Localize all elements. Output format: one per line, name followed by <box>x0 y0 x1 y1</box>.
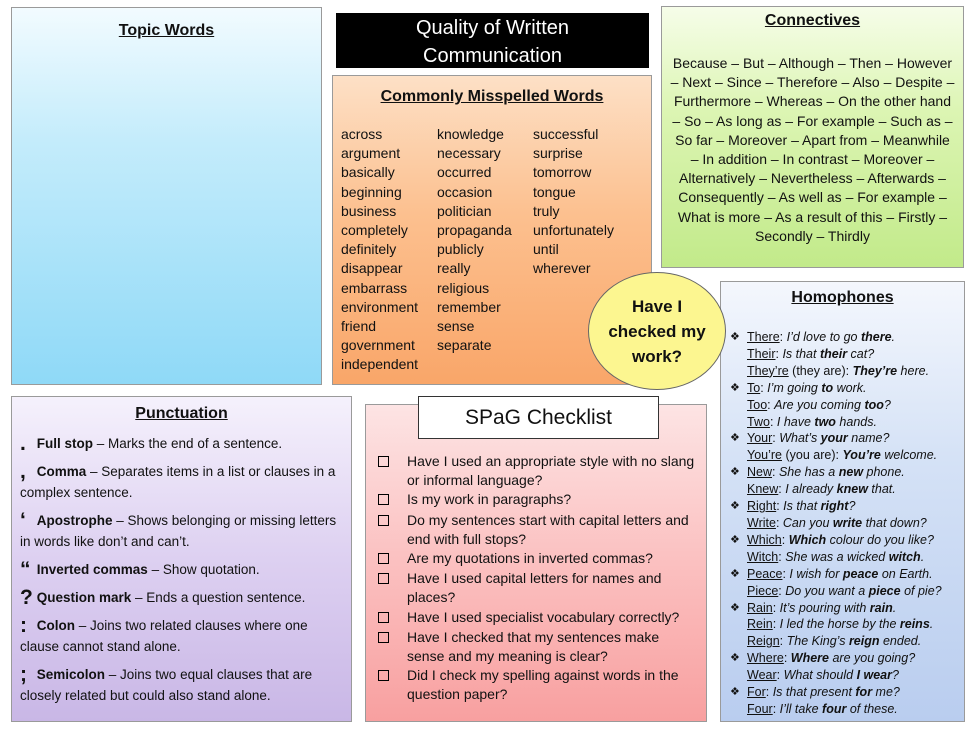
homophone-word: Two <box>747 414 770 429</box>
sentence-key-word: right <box>820 499 849 514</box>
homophone-word: Their <box>747 346 776 361</box>
homophone-item <box>730 498 964 515</box>
homophone-sentence <box>773 685 900 699</box>
homophone-sentence <box>767 381 866 395</box>
punctuation-name: Inverted commas <box>36 562 148 577</box>
homophone-sentence <box>783 499 855 513</box>
connectives-text: Because – But – Although – Then – However – Next – Since – Therefore – Also – Despite – Furthermore – Whereas – On the other hand – So – As long as – For example – Such as – So far – Moreover – Apart from – Meanwhile – In addition – In contrast – Moreover – Alternatively – Nevertheless – Afterwards – Consequently – As well as – For example – What is more – As a result of this – Firstly – Secondly – Thirdly <box>670 55 955 244</box>
sentence-key-word: write <box>832 515 863 530</box>
sentence-post: me? <box>872 685 900 700</box>
sentence-post: . <box>892 600 897 615</box>
word-column <box>341 125 437 375</box>
homophone-sentence <box>783 516 927 530</box>
checkbox-square <box>378 612 389 623</box>
misspelled-word: business <box>341 202 397 219</box>
punctuation-symbol: “ <box>20 558 31 581</box>
misspelled-word: disappear <box>341 260 403 277</box>
misspelled-word: truly <box>533 202 560 219</box>
homophone-item <box>730 532 964 549</box>
misspelled-word: sense <box>437 318 475 335</box>
punctuation-item <box>20 587 341 608</box>
sentence-post: work. <box>833 380 867 395</box>
spag-checklist-panel <box>365 404 707 722</box>
misspelled-word: wherever <box>533 260 591 277</box>
checkbox-icon <box>378 666 407 704</box>
sentence-key-word: to <box>821 380 834 395</box>
misspelled-word: tongue <box>533 183 576 200</box>
homophone-item <box>730 380 964 397</box>
punctuation-description: – Ends a question sentence. <box>131 590 306 605</box>
diamond-bullet-icon <box>730 633 747 650</box>
sentence-pre: Can you <box>782 515 833 530</box>
homophone-text: Knew: I already knew that. <box>747 482 896 497</box>
homophone-sentence <box>842 448 937 462</box>
punctuation-name: Colon <box>36 618 76 633</box>
misspelled-word: embarrass <box>341 279 408 296</box>
sentence-key-word: They’re <box>852 363 898 378</box>
homophone-word: Where <box>747 651 784 666</box>
checkbox-icon <box>378 452 407 490</box>
sentence-key-word: Where <box>790 651 829 666</box>
sentence-post: ? <box>848 499 856 514</box>
sentence-key-word: there <box>860 330 892 344</box>
sentence-post: ? <box>883 397 891 412</box>
punctuation-item <box>20 615 341 657</box>
homophone-text: To: I’m going to work. <box>747 380 867 395</box>
sentence-post: are you going? <box>828 651 916 666</box>
checklist-item <box>378 452 698 490</box>
homophone-item <box>730 447 964 464</box>
punctuation-symbol: ? <box>20 586 33 609</box>
sentence-post: that down? <box>862 515 927 530</box>
diamond-bullet-icon <box>730 363 747 380</box>
homophone-meaning: (you are): <box>782 448 843 463</box>
checkbox-square <box>378 553 389 564</box>
homophone-item <box>730 464 964 481</box>
homophone-text: Rein: I led the horse by the reins. <box>747 617 934 632</box>
misspelled-word: government <box>341 337 415 354</box>
checklist-item <box>378 628 698 666</box>
checklist-text: Have I used an appropriate style with no slang or informal language? <box>407 453 695 489</box>
sentence-key-word: Which <box>788 532 827 547</box>
checklist-text: Is my work in paragraphs? <box>407 491 572 508</box>
punctuation-name: Question mark <box>36 590 132 605</box>
homophone-text: Four: I’ll take four of these. <box>747 701 898 716</box>
checkbox-icon <box>378 549 407 569</box>
homophone-word: Rain <box>747 600 773 615</box>
homophone-text <box>747 447 937 464</box>
punctuation-symbol: ‘ <box>20 509 26 532</box>
diamond-bullet-icon <box>730 701 747 718</box>
sentence-pre: She was a wicked <box>785 549 889 564</box>
homophone-sentence <box>782 347 874 361</box>
homophone-word: You’re <box>747 448 782 463</box>
word-column <box>437 125 533 375</box>
sentence-key-word: rain <box>869 600 893 615</box>
homophone-sentence <box>787 634 922 648</box>
punctuation-description: – Joins two equal clauses that are closely related but could also stand alone. <box>20 667 313 703</box>
homophone-text: Right: Is that right? <box>747 499 856 514</box>
homophone-word: Too <box>747 397 768 412</box>
punctuation-description: – Separates items in a list or clauses in a complex sentence. <box>20 464 336 500</box>
misspelled-word: propaganda <box>437 222 512 239</box>
checkbox-square <box>378 515 389 526</box>
homophone-word: To <box>747 380 761 395</box>
checkbox-square <box>378 632 389 643</box>
checkbox-icon <box>378 628 407 666</box>
check-work-bubble <box>588 272 726 390</box>
homophones-title: Homophones <box>791 289 894 306</box>
homophone-word: Reign <box>747 634 780 649</box>
sentence-pre: Do you want a <box>785 583 869 598</box>
misspelled-word: basically <box>341 164 395 181</box>
checklist-text: Have I used specialist vocabulary correctly? <box>407 608 680 625</box>
sentence-pre: I’ll take <box>779 701 823 716</box>
diamond-bullet-icon: ❖ <box>730 432 740 445</box>
misspelled-word: knowledge <box>437 126 504 142</box>
sentence-key-word: for <box>855 685 873 700</box>
homophone-word: Wear <box>747 668 777 683</box>
homophone-text: Too: Are you coming too? <box>747 397 891 412</box>
homophone-item <box>730 414 964 431</box>
homophone-item <box>730 397 964 414</box>
homophone-sentence <box>853 364 929 378</box>
homophone-word: They’re <box>747 363 789 378</box>
punctuation-list <box>12 433 351 706</box>
sentence-key-word: their <box>819 346 848 361</box>
checklist-text: Do my sentences start with capital letters and end with full stops? <box>407 511 689 547</box>
sentence-post: of pie? <box>900 583 942 598</box>
homophone-text <box>747 363 929 380</box>
sentence-post: . <box>920 549 925 564</box>
punctuation-item <box>20 559 341 580</box>
sentence-key-word: I wear <box>856 668 892 683</box>
homophone-text: Your: What’s your name? <box>747 431 890 446</box>
sentence-post: cat? <box>847 346 875 361</box>
checkbox-square <box>378 494 389 505</box>
homophone-item <box>730 684 964 701</box>
diamond-bullet-icon <box>730 481 747 498</box>
misspelled-word: necessary <box>437 145 501 162</box>
misspelled-word: religious <box>437 279 490 296</box>
diamond-bullet-icon: ❖ <box>730 381 740 394</box>
sentence-post: on Earth. <box>878 566 933 581</box>
homophone-word: Which <box>747 532 782 547</box>
diamond-bullet-icon <box>730 515 747 532</box>
sentence-pre: The King’s <box>786 634 849 649</box>
homophone-sentence <box>779 465 905 479</box>
punctuation-title: Punctuation <box>135 405 228 422</box>
diamond-bullet-icon <box>730 397 747 414</box>
homophone-sentence <box>779 431 889 445</box>
homophone-item <box>730 363 964 380</box>
punctuation-name: Apostrophe <box>36 513 113 528</box>
homophones-panel <box>720 281 965 722</box>
homophone-text: Two: I have two hands. <box>747 414 877 429</box>
checklist-text: Did I check my spelling against words in the question paper? <box>407 667 679 703</box>
homophone-sentence <box>780 601 897 615</box>
sentence-post: phone. <box>863 465 905 480</box>
homophone-item <box>730 329 964 346</box>
diamond-bullet-icon <box>730 414 747 431</box>
homophone-sentence <box>785 482 895 496</box>
homophone-text: Reign: The King’s reign ended. <box>747 634 922 649</box>
homophone-text: For: Is that present for me? <box>747 685 900 700</box>
punctuation-description: – Joins two related clauses where one clause cannot stand alone. <box>20 618 308 654</box>
checklist-item <box>378 666 698 704</box>
diamond-bullet-icon <box>730 447 747 464</box>
homophone-word: Write <box>747 515 776 530</box>
homophone-sentence <box>789 533 934 547</box>
sentence-post: . <box>891 330 896 344</box>
punctuation-name: Comma <box>36 464 87 479</box>
punctuation-item <box>20 664 341 706</box>
page-title <box>336 13 649 68</box>
spag-checklist <box>378 452 698 705</box>
check-work-text: Have I checked my work? <box>608 296 706 366</box>
misspelled-word: unfortunately <box>533 222 614 239</box>
sentence-post: of these. <box>846 701 898 716</box>
sentence-pre: I’d love to go <box>786 330 861 344</box>
homophone-word: Knew <box>747 482 779 497</box>
sentence-key-word: two <box>814 414 836 429</box>
homophone-item <box>730 566 964 583</box>
checkbox-square <box>378 456 389 467</box>
misspelled-word: until <box>533 241 559 258</box>
checkbox-icon <box>378 511 407 549</box>
sentence-key-word: your <box>820 431 848 446</box>
diamond-bullet-icon <box>730 583 747 600</box>
checkbox-icon <box>378 490 407 510</box>
checklist-item <box>378 511 698 549</box>
homophone-text: Peace: I wish for peace on Earth. <box>747 566 933 581</box>
misspelled-word: independent <box>341 356 419 373</box>
sentence-pre: I’m going <box>767 380 822 395</box>
page-title-line2: Communication <box>423 45 562 67</box>
checklist-text: Have I checked that my sentences make sense and my meaning is clear? <box>407 628 660 665</box>
homophone-text: Write: Can you write that down? <box>747 515 927 530</box>
connectives-panel <box>661 6 964 268</box>
topic-words-title: Topic Words <box>118 22 215 39</box>
diamond-bullet-icon <box>730 616 747 633</box>
homophone-word: There <box>747 330 780 344</box>
homophone-meaning: (they are): <box>788 363 853 378</box>
sentence-post: colour do you like? <box>826 532 934 547</box>
homophone-sentence <box>780 702 898 716</box>
homophone-sentence <box>791 651 915 665</box>
sentence-post: that. <box>867 482 896 497</box>
homophone-item <box>730 667 964 684</box>
homophone-item <box>730 633 964 650</box>
misspelled-word: separate <box>437 337 492 354</box>
misspelled-word: completely <box>341 222 408 239</box>
homophone-item <box>730 583 964 600</box>
homophone-text: Piece: Do you want a piece of pie? <box>747 583 942 598</box>
sentence-key-word: peace <box>842 566 879 581</box>
checkbox-square <box>378 573 389 584</box>
misspelled-word: publicly <box>437 241 484 258</box>
homophone-text: Witch: She was a wicked witch. <box>747 549 925 564</box>
page-title-line1: Quality of Written <box>415 17 570 39</box>
homophone-text: Rain: It’s pouring with rain. <box>747 600 897 615</box>
diamond-bullet-icon <box>730 346 747 363</box>
misspelled-word: definitely <box>341 241 397 258</box>
spag-checklist-title: SPaG Checklist <box>418 396 659 439</box>
diamond-bullet-icon: ❖ <box>730 500 740 513</box>
misspelled-words-title: Commonly Misspelled Words <box>380 88 604 105</box>
misspelled-word: across <box>341 126 383 142</box>
homophone-word: Witch <box>747 549 779 564</box>
diamond-bullet-icon <box>730 549 747 566</box>
punctuation-item <box>20 433 341 454</box>
checkbox-icon <box>378 608 407 628</box>
sentence-key-word: reign <box>848 634 880 649</box>
sentence-key-word: new <box>838 465 864 480</box>
connectives-title: Connectives <box>764 12 861 29</box>
sentence-pre: What’s <box>779 431 821 446</box>
sentence-post: hands. <box>835 414 877 429</box>
punctuation-symbol: ; <box>20 663 27 686</box>
sentence-post: welcome. <box>880 448 938 463</box>
homophone-sentence <box>785 550 924 564</box>
punctuation-symbol: , <box>20 460 26 483</box>
sentence-post: ? <box>892 668 899 683</box>
homophone-word: Right <box>747 499 777 514</box>
checklist-item <box>378 490 698 510</box>
punctuation-panel <box>11 396 352 722</box>
homophone-text: Their: Is that their cat? <box>747 346 875 361</box>
diamond-bullet-icon: ❖ <box>730 567 740 580</box>
homophone-text: There: I’d love to go there. <box>747 330 896 344</box>
misspelled-word: remember <box>437 298 501 315</box>
homophone-text: Wear: What should I wear? <box>747 668 899 683</box>
sentence-post: here. <box>897 363 930 378</box>
checkbox-square <box>378 670 389 681</box>
checklist-item <box>378 608 698 628</box>
sentence-key-word: witch <box>888 549 921 564</box>
punctuation-symbol: . <box>20 432 26 455</box>
homophone-word: New <box>747 465 773 480</box>
punctuation-name: Full stop <box>36 436 94 451</box>
diamond-bullet-icon: ❖ <box>730 601 740 614</box>
checklist-item <box>378 549 698 569</box>
homophones-list <box>721 329 964 718</box>
sentence-pre: Is that present <box>772 685 856 700</box>
punctuation-name: Semicolon <box>36 667 106 682</box>
misspelled-word: occasion <box>437 183 493 200</box>
punctuation-item <box>20 461 341 503</box>
sentence-post: name? <box>847 431 890 446</box>
sentence-key-word: four <box>822 701 847 716</box>
homophone-item <box>730 430 964 447</box>
homophone-sentence <box>785 584 941 598</box>
punctuation-description: – Marks the end of a sentence. <box>93 436 283 451</box>
punctuation-description: – Shows belonging or missing letters in words like don’t and can’t. <box>20 513 337 549</box>
homophone-item <box>730 481 964 498</box>
homophone-word: Your <box>747 431 773 446</box>
sentence-pre: It’s pouring with <box>779 600 870 615</box>
sentence-pre: Is that <box>783 499 821 514</box>
sentence-post: ended. <box>879 634 922 649</box>
checklist-item <box>378 569 698 607</box>
topic-words-panel <box>11 7 322 385</box>
misspelled-word: surprise <box>533 145 583 162</box>
sentence-key-word: You’re <box>842 448 881 463</box>
misspelled-word: tomorrow <box>533 164 592 181</box>
checklist-text: Are my quotations in inverted commas? <box>407 550 653 567</box>
homophone-item <box>730 600 964 617</box>
homophone-word: Four <box>747 701 773 716</box>
homophone-sentence <box>774 398 891 412</box>
homophone-sentence <box>780 617 934 631</box>
punctuation-symbol: : <box>20 614 27 637</box>
sentence-pre: What should <box>783 668 857 683</box>
homophone-word: Peace <box>747 566 783 581</box>
homophone-item <box>730 701 964 718</box>
homophone-item <box>730 346 964 363</box>
homophone-item <box>730 549 964 566</box>
sentence-pre: I led the horse by the <box>779 617 900 632</box>
checklist-text: Have I used capital letters for names and places? <box>407 570 662 606</box>
homophone-word: Piece <box>747 583 779 598</box>
sentence-pre: Are you coming <box>774 397 865 412</box>
homophone-text: New: She has a new phone. <box>747 465 905 480</box>
punctuation-item <box>20 510 341 552</box>
misspelled-word: really <box>437 260 471 277</box>
homophone-sentence <box>784 668 899 682</box>
misspelled-word: occurred <box>437 164 492 181</box>
sentence-key-word: knew <box>836 482 868 497</box>
misspelled-word: successful <box>533 126 599 142</box>
homophone-sentence <box>789 567 932 581</box>
misspelled-word: beginning <box>341 183 402 200</box>
homophone-text: Where: Where are you going? <box>747 651 916 666</box>
sentence-pre: She has a <box>778 465 839 480</box>
misspelled-word: environment <box>341 298 419 315</box>
misspelled-word: friend <box>341 318 377 335</box>
misspelled-word: argument <box>341 145 401 162</box>
sentence-key-word: reins <box>899 617 930 632</box>
homophone-word: Rein <box>747 617 773 632</box>
homophone-word: For <box>747 685 766 700</box>
diamond-bullet-icon: ❖ <box>730 466 740 479</box>
checkbox-icon <box>378 569 407 607</box>
homophone-item <box>730 515 964 532</box>
homophone-item <box>730 650 964 667</box>
sentence-key-word: too <box>864 397 884 412</box>
diamond-bullet-icon: ❖ <box>730 686 740 699</box>
diamond-bullet-icon <box>730 667 747 684</box>
sentence-pre: I wish for <box>789 566 843 581</box>
homophone-text: Which: Which colour do you like? <box>747 532 934 547</box>
diamond-bullet-icon: ❖ <box>730 533 740 546</box>
sentence-pre: I have <box>776 414 815 429</box>
sentence-pre: Is that <box>782 346 820 361</box>
diamond-bullet-icon: ❖ <box>730 331 740 343</box>
sentence-key-word: piece <box>868 583 901 598</box>
homophone-item <box>730 616 964 633</box>
punctuation-description: – Show quotation. <box>147 562 260 577</box>
homophone-sentence <box>777 415 877 429</box>
misspelled-word: politician <box>437 202 492 219</box>
sentence-post: . <box>929 617 934 632</box>
homophone-sentence <box>787 330 895 344</box>
diamond-bullet-icon: ❖ <box>730 652 740 665</box>
sentence-pre: I already <box>785 482 837 497</box>
